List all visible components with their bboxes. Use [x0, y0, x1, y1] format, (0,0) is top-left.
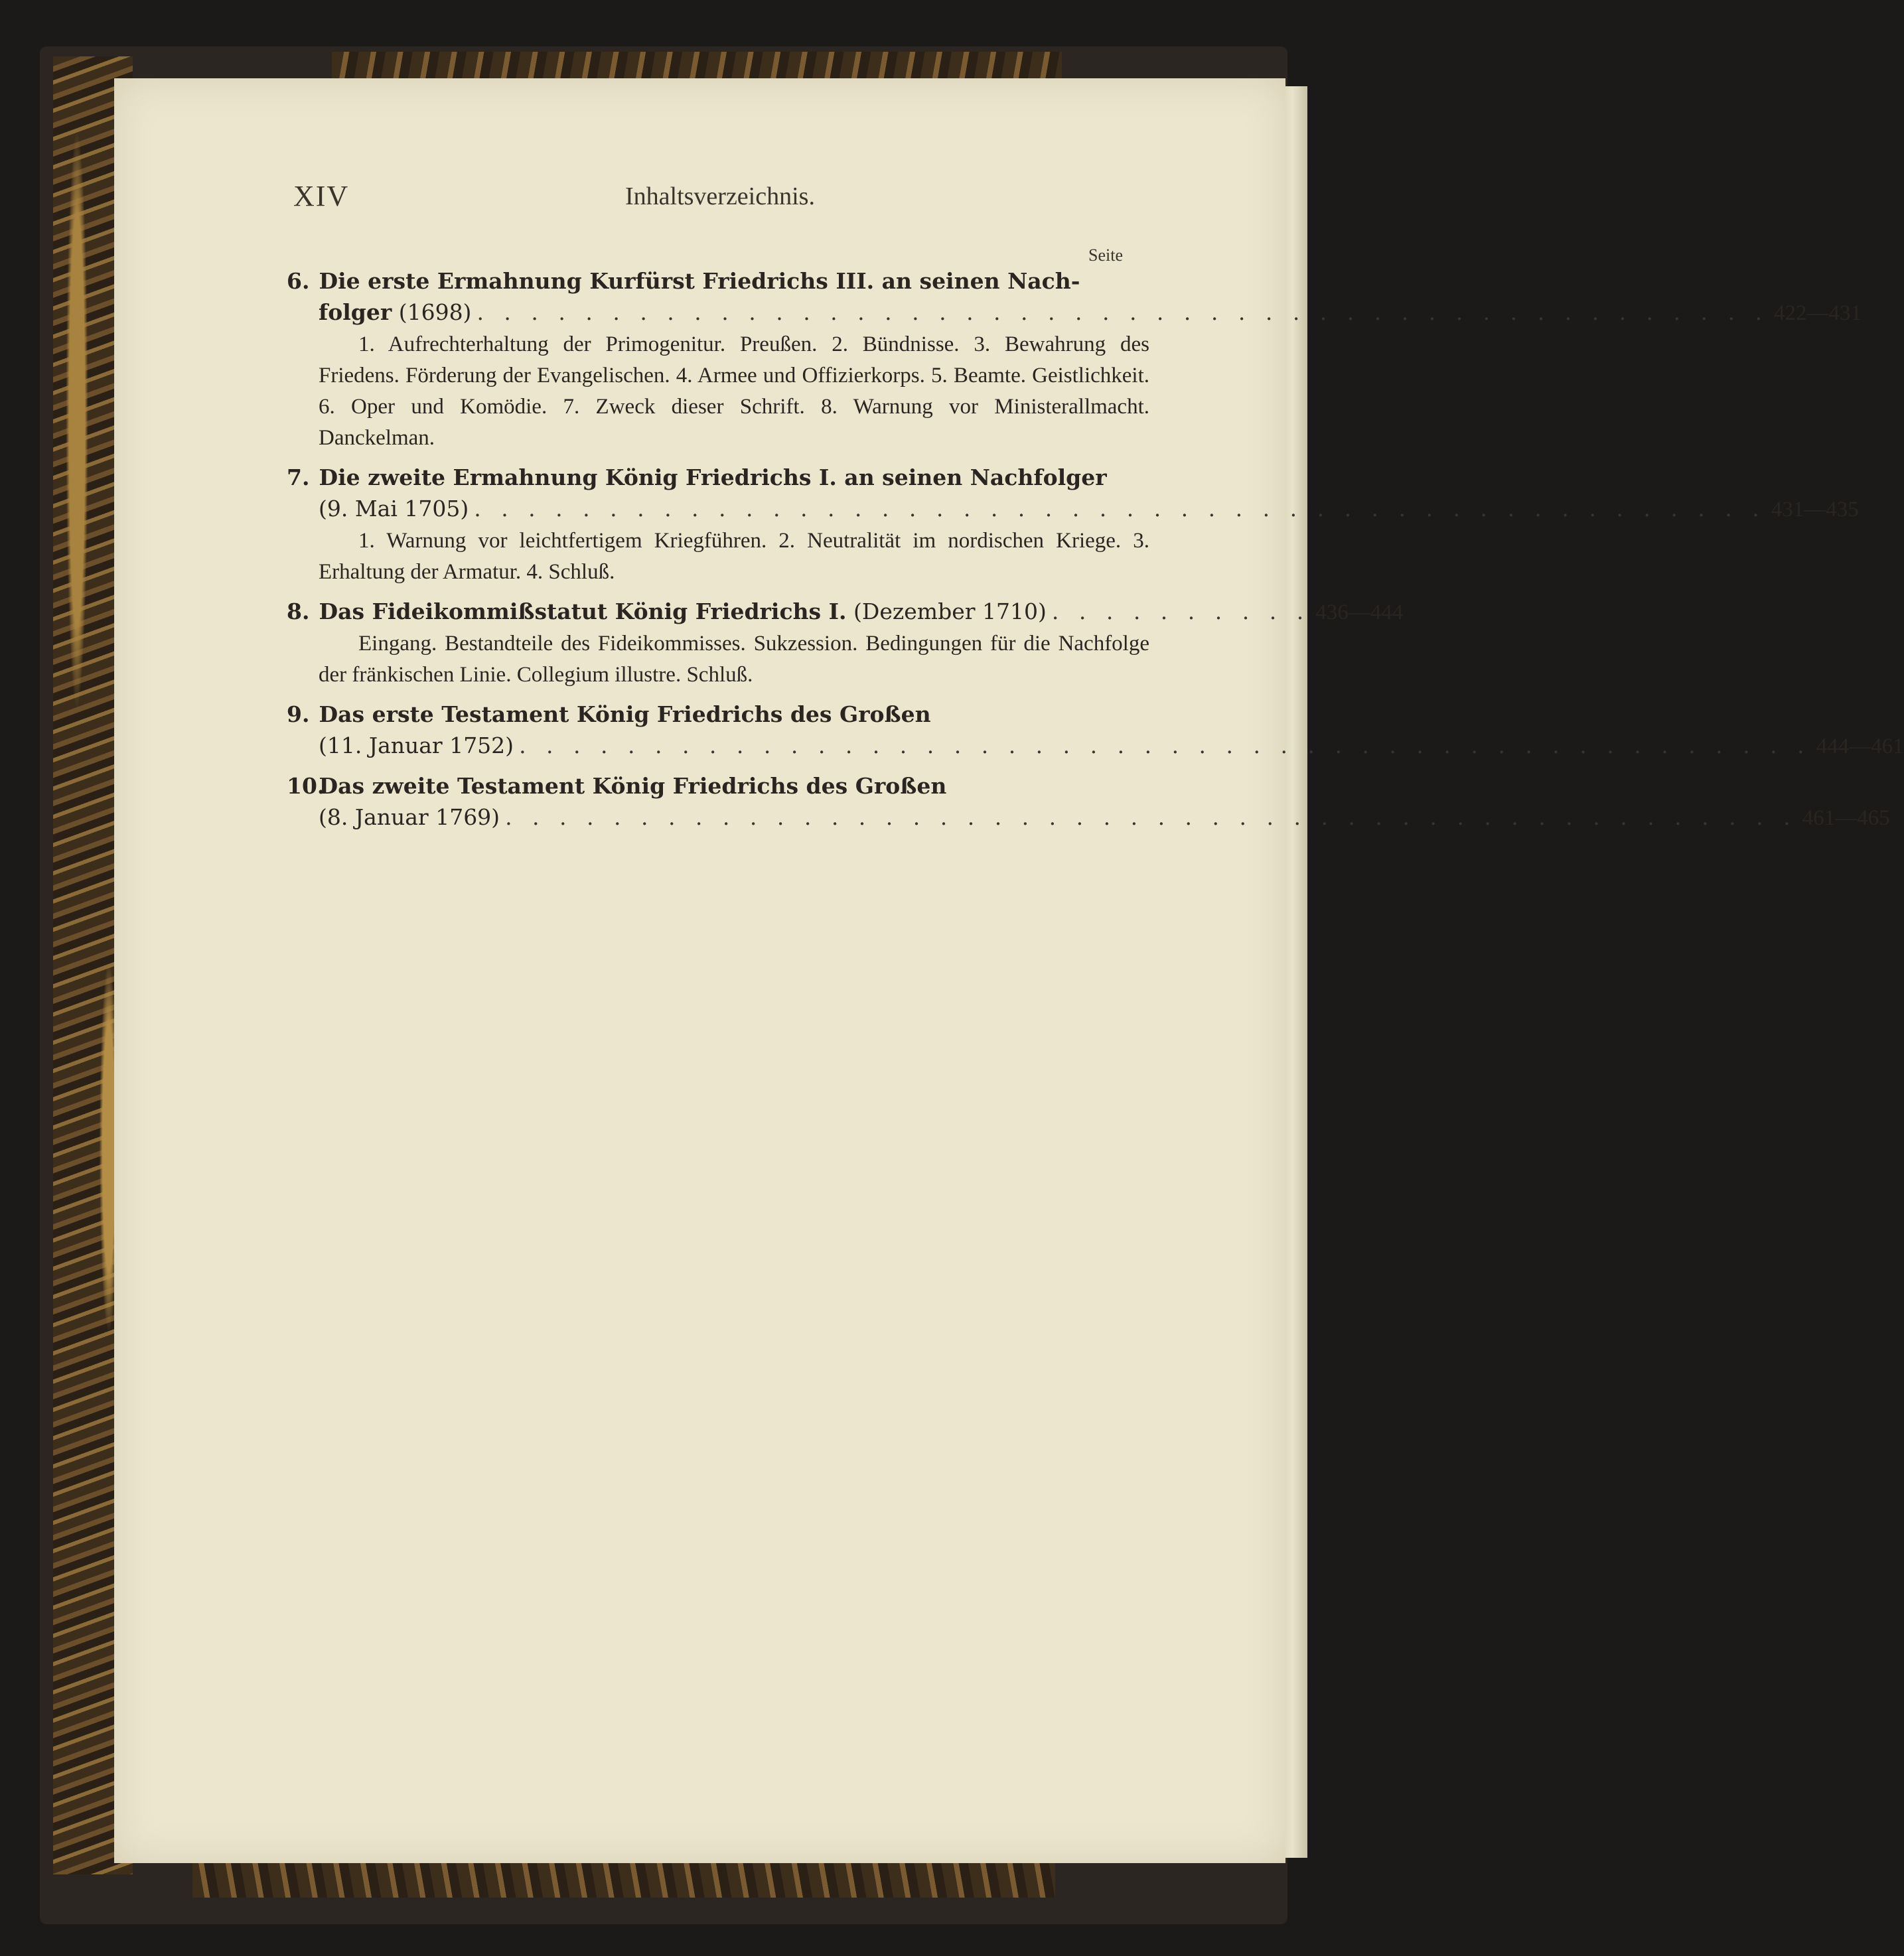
toc-entry-pages: 444—461: [1816, 734, 1904, 758]
leader-dots: . . . . . . . . . . . . . . . . . . . . . . . . . . . . . . . . . . . . . . . . . . . . . . . .: [519, 733, 1811, 758]
toc-entry-pages: 422—431: [1773, 301, 1862, 325]
toc-entry-date: (11. Januar 1752): [319, 733, 514, 758]
toc-entry: [287, 596, 1404, 691]
page-content: [287, 179, 1904, 830]
toc-entry-number: 7.: [287, 464, 310, 490]
toc-entry-number: 8.: [287, 598, 310, 624]
leader-dots: . . . . . . . . . . . . . . . . . . . . . . . . . . . . . . . . . . . . . . . . . . . . . . . .: [476, 299, 1769, 325]
toc-entry-page-line: [287, 802, 1890, 834]
marbled-endpaper-bottom: [192, 1858, 1055, 1898]
toc-entry-number: 6.: [287, 268, 310, 294]
toc-entry-title-line: [287, 265, 1149, 297]
toc-entry-title: Das erste Testament König Friedrichs des Großen: [319, 701, 931, 727]
leader-dots: . . . . . . . . . . . . . . . . . . . . . . . . . . . . . . . . . . . . . . . . . . . . . . . .: [474, 496, 1766, 522]
toc-entry-pages: 461—465: [1802, 806, 1890, 830]
page-header: [287, 179, 1149, 232]
toc-entry-title-line: [287, 462, 1149, 493]
toc-entry-description: 1. Aufrechterhaltung der Primogenitur. Preußen. 2. Bündnisse. 3. Bewahrung des Friedens. Förderung der Evangelischen. 4. Armee und Offizierkorps. 5. Beamte. Geistlichkeit. 6. Oper und Komödie. 7. Zweck dieser Schrift. 8. Warnung vor Ministerallmacht. Danckelman.: [319, 332, 1149, 450]
toc-entry-description: 1. Warnung vor leichtfertigem Kriegführen. 2. Neutralität im nordischen Kriege. 3. Erhaltung der Armatur. 4. Schluß.: [319, 529, 1149, 584]
toc-entry-date: (8. Januar 1769): [319, 804, 500, 830]
toc-entries: [287, 265, 1904, 842]
page-number: XIV: [293, 180, 350, 212]
toc-entry-pages: 431—435: [1771, 498, 1859, 522]
toc-entry-title: Das Fideikommißstatut König Friedrichs I.: [319, 598, 847, 624]
toc-entry-pages: 436—444: [1315, 600, 1404, 624]
toc-entry-title: Das zweite Testament König Friedrichs des Großen: [319, 773, 947, 799]
toc-entry-page-line: [287, 297, 1862, 329]
toc-entry-number: 9.: [287, 701, 310, 727]
toc-entry-date: (9. Mai 1705): [319, 496, 469, 522]
toc-entry-date: (Dezember 1710): [853, 598, 1047, 624]
toc-entry: [287, 699, 1904, 762]
running-title: Inhaltsverzeichnis.: [625, 182, 815, 210]
leader-dots: . . . . . . . . . . . . . . . . . . . . . . . . . . . . . . . . . . . . . . . . . . . . . . . .: [505, 804, 1797, 830]
toc-entry: [287, 462, 1859, 588]
leader-dots: . . . . . . . . . .: [1051, 598, 1311, 624]
toc-entry-page-line: [287, 493, 1859, 525]
toc-entry: [287, 770, 1890, 834]
toc-entry-title-line: [287, 699, 1149, 730]
toc-entry-title: Die zweite Ermahnung König Friedrichs I. an seinen Nachfolger: [319, 464, 1107, 490]
toc-entry-title-line: [287, 770, 1149, 802]
toc-entry-title: Die erste Ermahnung Kurfürst Friedrichs III. an seinen Nach-: [319, 268, 1080, 294]
seite-label: Seite: [1088, 245, 1123, 265]
toc-entry-page-line: [287, 596, 1404, 628]
toc-entry-title-cont: folger: [319, 299, 392, 325]
toc-entry-page-line: [287, 730, 1904, 762]
toc-entry-description: Eingang. Bestandteile des Fideikommisses. Sukzession. Bedingungen für die Nachfolge der fränkischen Linie. Collegium illustre. Schluß.: [319, 632, 1149, 687]
toc-entry-number: 10.: [287, 773, 325, 799]
toc-entry: [287, 265, 1862, 454]
toc-entry-date: (1698): [398, 299, 472, 325]
